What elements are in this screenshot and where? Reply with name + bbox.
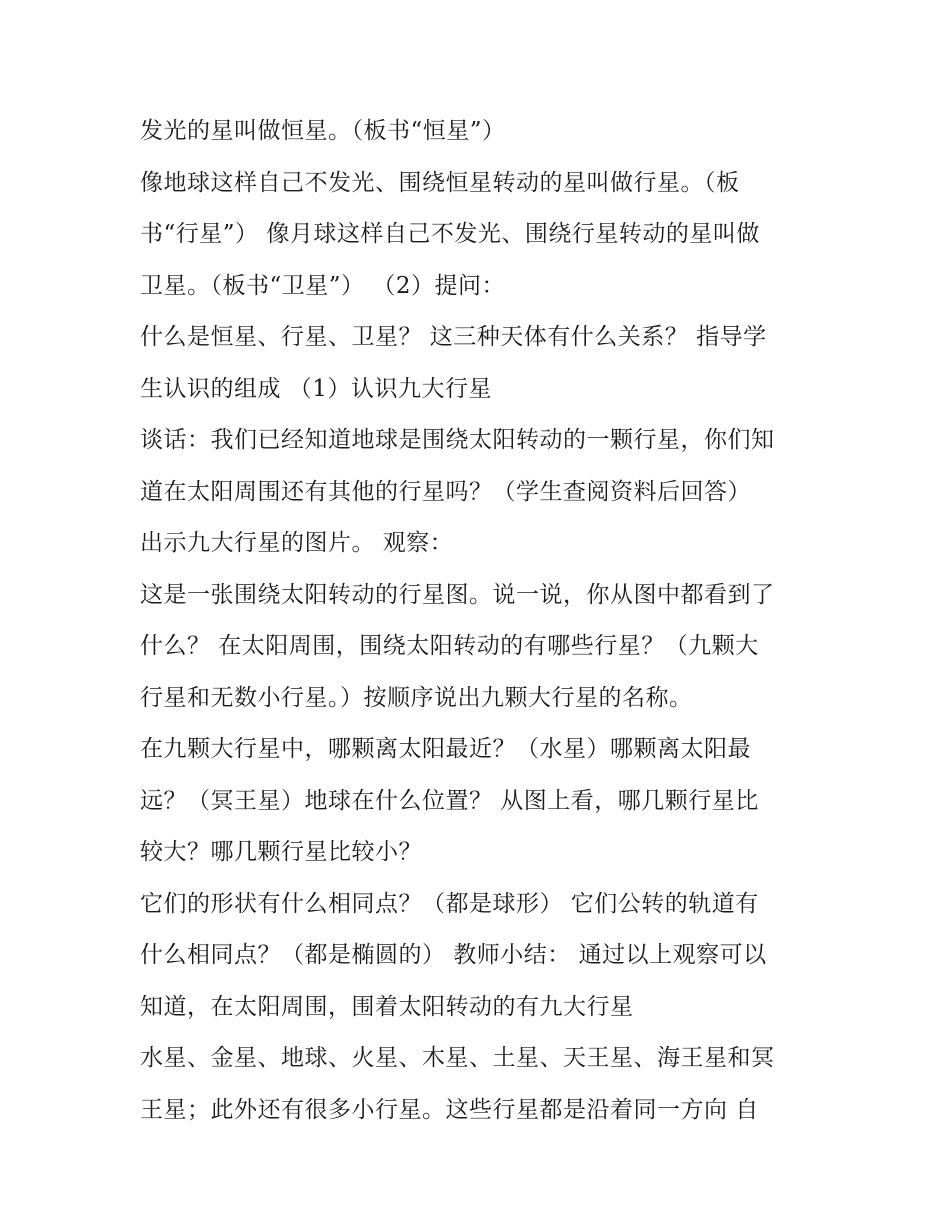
text-line: 道在太阳周围还有其他的行星吗？（学生查阅资料后回答） bbox=[140, 478, 751, 505]
text-line: 出示九大行星的图片。 观察： bbox=[140, 530, 454, 556]
text-line: 王星；此外还有很多小行星。这些行星都是沿着同一方向 自 bbox=[140, 1096, 759, 1123]
text-line: 知道，在太阳周围，围着太阳转动的有九大行星 bbox=[140, 993, 634, 1020]
text-line: 它们的形状有什么相同点？（都是球形） 它们公转的轨道有 bbox=[140, 890, 759, 917]
text-line: 什么是恒星、行星、卫星？ 这三种天体有什么关系？ 指导学 bbox=[140, 324, 767, 350]
text-line: 像地球这样自己不发光、围绕恒星转动的星叫做行星。（板 bbox=[140, 169, 740, 196]
text-line: 远？（冥王星）地球在什么位置？ 从图上看，哪几颗行星比 bbox=[140, 787, 759, 814]
text-line: 行星和无数小行星。）按顺序说出九颗大行星的名称。 bbox=[140, 684, 693, 711]
text-line: 在九颗大行星中，哪颗离太阳最近？（水星）哪颗离太阳最 bbox=[140, 736, 751, 762]
text-line: 生认识的组成 （1）认识九大行星 bbox=[140, 375, 492, 402]
body-text bbox=[140, 106, 830, 1136]
text-line: 什么相同点？（都是椭圆的） 教师小结： 通过以上观察可以 bbox=[140, 942, 767, 968]
text-line: 书“行星”） 像月球这样自己不发光、围绕行星转动的星叫做 bbox=[140, 221, 760, 247]
text-line: 水星、金星、地球、火星、木星、土星、天王星、海王星和冥 bbox=[140, 1045, 775, 1071]
text-line: 什么？ 在太阳周围，围绕太阳转动的有哪些行星？（九颗大 bbox=[140, 633, 759, 659]
text-line: 发光的星叫做恒星。（板书“恒星”） bbox=[140, 118, 506, 144]
text-line: 这是一张围绕太阳转动的行星图。说一说，你从图中都看到了 bbox=[140, 581, 775, 608]
text-line: 较大？哪几颗行星比较小？ bbox=[140, 839, 422, 865]
text-line: 卫星。（板书“卫星”） （2）提问： bbox=[140, 272, 505, 299]
text-line: 谈话：我们已经知道地球是围绕太阳转动的一颗行星，你们知 bbox=[140, 427, 775, 453]
